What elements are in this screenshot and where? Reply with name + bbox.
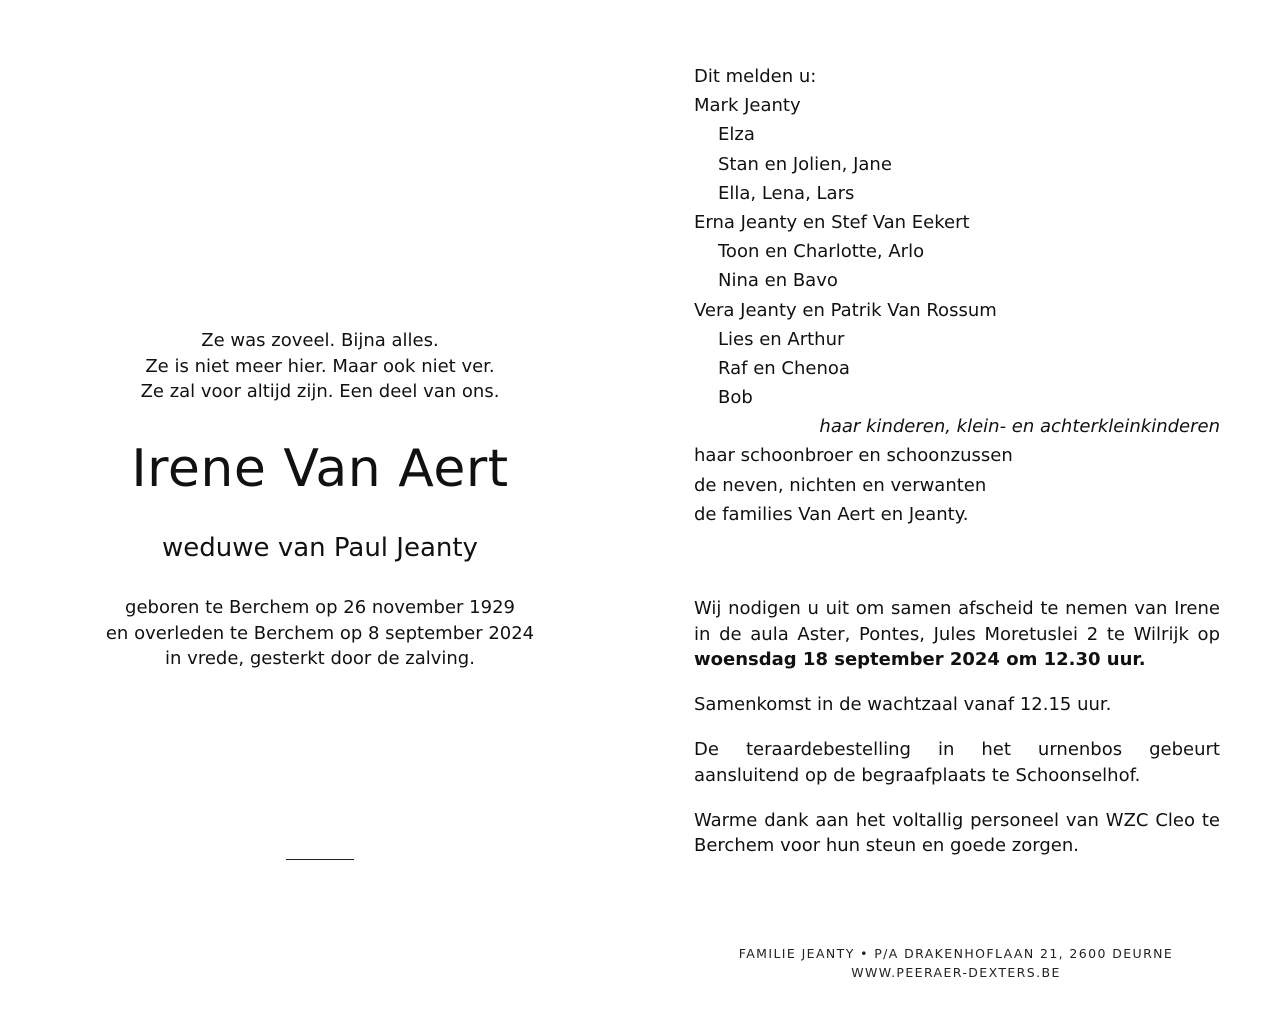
deceased-name: Irene Van Aert <box>131 439 509 499</box>
bio-line: in vrede, gesterkt door de zalving. <box>165 648 475 669</box>
family-member: Toon en Charlotte, Arlo <box>718 241 925 263</box>
family-summary: haar kinderen, klein- en achterkleinkinderen <box>819 416 1220 438</box>
relatives-line: de families Van Aert en Jeanty. <box>694 503 969 525</box>
invitation-paragraph <box>694 596 1220 673</box>
family-list <box>694 62 1220 529</box>
family-member: Bob <box>718 387 753 409</box>
footer-website: WWW.PEERAER-DEXTERS.BE <box>851 965 1061 980</box>
family-member: Vera Jeanty en Patrik Van Rossum <box>694 299 997 321</box>
family-member: Mark Jeanty <box>694 95 801 117</box>
poem-line: Ze was zoveel. Bijna alles. <box>201 330 439 351</box>
invitation-text: Wij nodigen u uit om samen afscheid te nemen van Irene in de aula Aster, Pontes, Jules Moretuslei 2 te Wilrijk op <box>694 598 1220 645</box>
bio-line: geboren te Berchem op 26 november 1929 <box>125 597 515 618</box>
widow-line: weduwe van Paul Jeanty <box>162 533 478 563</box>
family-member: Raf en Chenoa <box>718 357 850 379</box>
thanks-paragraph: Warme dank aan het voltallig personeel van WZC Cleo te Berchem voor hun steun en goede zorgen. <box>694 809 1220 856</box>
family-member: Erna Jeanty en Stef Van Eekert <box>694 211 970 233</box>
family-member: Stan en Jolien, Jane <box>718 153 892 175</box>
ceremony-info <box>694 596 1220 878</box>
family-member: Lies en Arthur <box>718 328 845 350</box>
family-member: Elza <box>718 124 755 146</box>
gathering-paragraph: Samenkomst in de wachtzaal vanaf 12.15 uur. <box>694 694 1112 715</box>
bio-line: en overleden te Berchem op 8 september 2024 <box>105 622 535 644</box>
poem-line: Ze is niet meer hier. Maar ook niet ver. <box>145 355 495 377</box>
footer-address: FAMILIE JEANTY • P/A DRAKENHOFLAAN 21, 2600 DEURNE <box>738 946 1174 961</box>
family-member: Nina en Bavo <box>718 270 838 292</box>
divider <box>286 859 354 860</box>
relatives-line: de neven, nichten en verwanten <box>694 474 987 496</box>
poem-line: Ze zal voor altijd zijn. Een deel van ons. <box>140 381 500 402</box>
relatives-line: haar schoonbroer en schoonzussen <box>694 445 1013 467</box>
family-intro: Dit melden u: <box>694 66 817 87</box>
footer <box>680 944 1232 982</box>
ceremony-datetime: woensdag 18 september 2024 om 12.30 uur. <box>694 649 1146 670</box>
poem <box>60 328 580 405</box>
burial-paragraph: De teraardebestelling in het urnenbos gebeurt aansluitend op de begraafplaats te Schoonselhof. <box>694 739 1220 786</box>
bio <box>60 595 580 672</box>
family-member: Ella, Lena, Lars <box>718 182 855 204</box>
